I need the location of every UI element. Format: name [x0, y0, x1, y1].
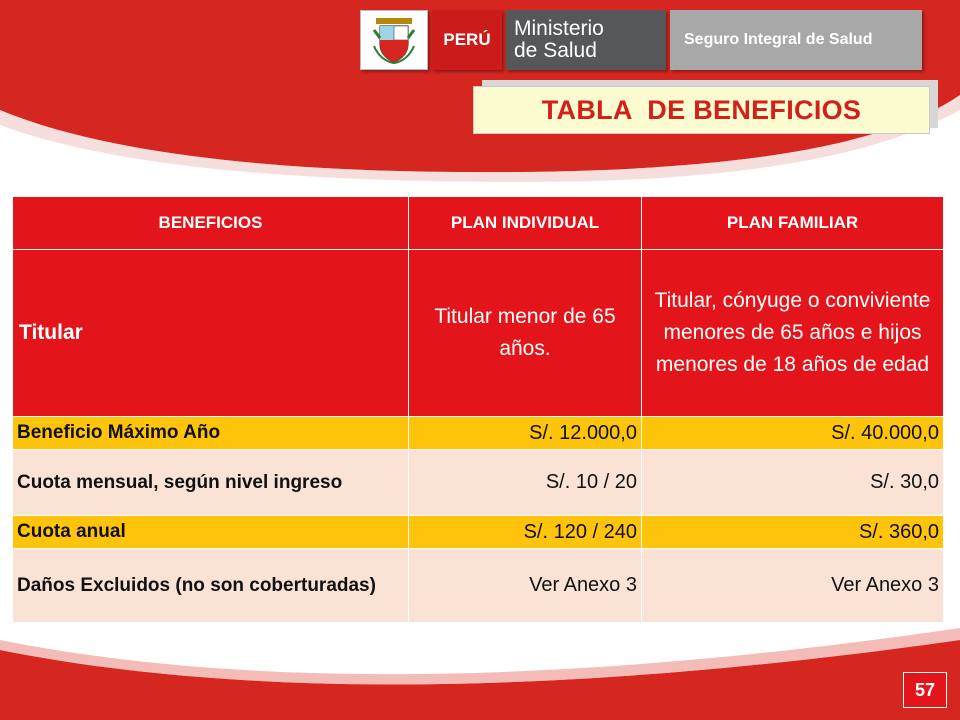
row-familiar: S/. 40.000,0 — [642, 417, 944, 450]
peru-coat-of-arms-icon — [372, 16, 416, 64]
page-title: TABLA DE BENEFICIOS — [473, 86, 930, 134]
row-label: Titular — [13, 250, 409, 417]
row-familiar: Ver Anexo 3 — [642, 549, 944, 623]
minsa-logo — [506, 10, 666, 70]
table-row — [13, 516, 944, 549]
row-label: Cuota mensual, según nivel ingreso — [13, 450, 409, 516]
sis-label: Seguro Integral de Salud — [670, 10, 922, 70]
header-plan-familiar: PLAN FAMILIAR — [642, 197, 944, 250]
benefits-table — [12, 196, 944, 623]
minsa-line1: Ministerio — [514, 17, 604, 40]
header-beneficios: BENEFICIOS — [13, 197, 409, 250]
minsa-line2: de Salud — [514, 39, 597, 62]
table-row — [13, 417, 944, 450]
row-individual: Ver Anexo 3 — [409, 549, 642, 623]
row-label: Daños Excluidos (no son coberturadas) — [13, 549, 409, 623]
row-individual: S/. 120 / 240 — [409, 516, 642, 549]
table-row — [13, 450, 944, 516]
row-familiar: S/. 360,0 — [642, 516, 944, 549]
row-individual: Titular menor de 65 años. — [409, 250, 642, 417]
row-individual: S/. 10 / 20 — [409, 450, 642, 516]
row-individual: S/. 12.000,0 — [409, 417, 642, 450]
peru-label: PERÚ — [432, 10, 502, 70]
table-row — [13, 250, 944, 417]
row-familiar: S/. 30,0 — [642, 450, 944, 516]
row-label: Cuota anual — [13, 516, 409, 549]
emblem-box — [360, 10, 428, 70]
row-label: Beneficio Máximo Año — [13, 417, 409, 450]
page-number: 57 — [903, 672, 947, 708]
header-plan-individual: PLAN INDIVIDUAL — [409, 197, 642, 250]
header-logos — [360, 10, 922, 70]
table-header-row — [13, 197, 944, 250]
row-familiar: Titular, cónyuge o conviviente menores de 65 años e hijos menores de 18 años de edad — [642, 250, 944, 417]
table-row — [13, 549, 944, 623]
